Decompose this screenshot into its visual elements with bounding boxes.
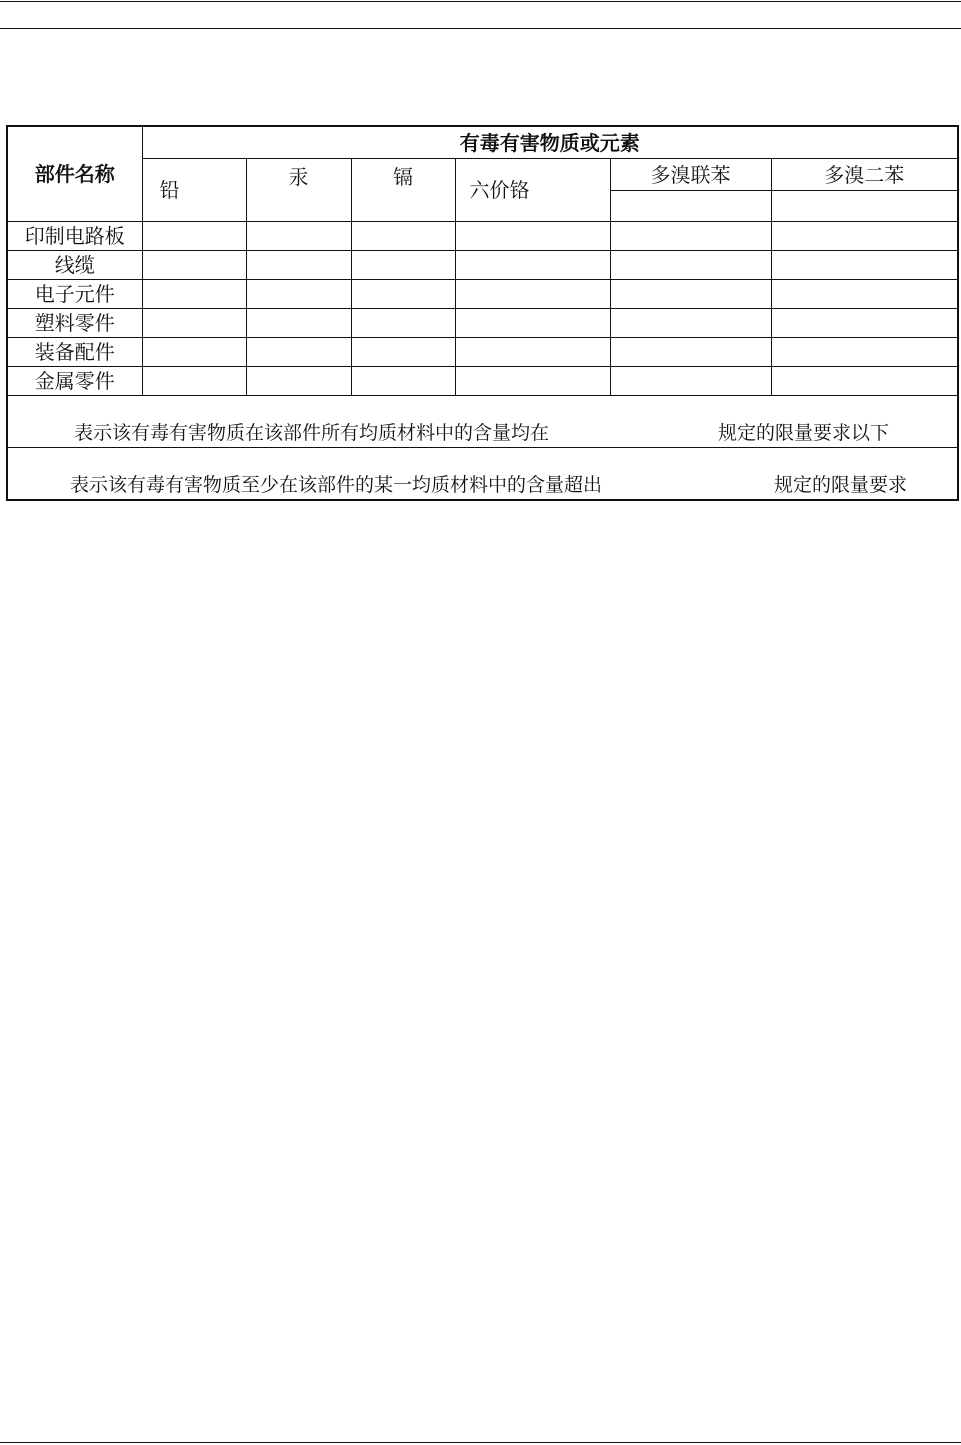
table-cell — [142, 251, 246, 280]
table-cell — [610, 338, 771, 367]
table-cell — [351, 309, 455, 338]
table-cell — [351, 251, 455, 280]
pbde-subheader-cell — [771, 191, 958, 222]
table-cell — [455, 367, 610, 396]
table-cell — [771, 309, 958, 338]
table-cell — [771, 222, 958, 251]
table-cell — [142, 280, 246, 309]
part-name-cell: 塑料零件 — [7, 309, 142, 338]
substance-header-hexavalent-chromium: 六价铬 — [455, 159, 610, 222]
table-cell — [142, 222, 246, 251]
table-cell — [771, 338, 958, 367]
table-cell — [455, 222, 610, 251]
table-cell — [246, 222, 351, 251]
table-row — [7, 338, 958, 367]
table-cell — [610, 251, 771, 280]
table-cell — [455, 309, 610, 338]
table-cell — [771, 251, 958, 280]
table-row — [7, 222, 958, 251]
table-row — [7, 251, 958, 280]
table-cell — [610, 309, 771, 338]
header-rule-bottom — [0, 28, 961, 29]
table-row — [7, 280, 958, 309]
table-cell — [351, 222, 455, 251]
table-cell — [142, 338, 246, 367]
table-cell — [455, 280, 610, 309]
note-below-limit — [7, 396, 958, 448]
substance-header-pbb: 多溴联苯 — [610, 159, 771, 191]
table-cell — [455, 338, 610, 367]
footer-rule — [0, 1442, 961, 1443]
table-cell — [246, 280, 351, 309]
substance-header-lead: 铅 — [142, 159, 246, 222]
table-cell — [771, 367, 958, 396]
table-cell — [610, 280, 771, 309]
table-cell — [610, 222, 771, 251]
table-cell — [142, 367, 246, 396]
table-cell — [351, 367, 455, 396]
table-cell — [142, 309, 246, 338]
note-above-limit-suffix: 规定的限量要求 — [774, 474, 908, 496]
table-cell — [455, 251, 610, 280]
note-above-limit — [7, 448, 958, 501]
table-row — [7, 309, 958, 338]
table-cell — [246, 367, 351, 396]
part-name-header: 部件名称 — [7, 126, 142, 222]
substance-header-mercury: 汞 — [246, 159, 351, 222]
table-cell — [351, 280, 455, 309]
table-cell — [610, 367, 771, 396]
table-cell — [246, 338, 351, 367]
part-name-cell: 印制电路板 — [7, 222, 142, 251]
table-cell — [771, 280, 958, 309]
table-row — [7, 367, 958, 396]
note-above-limit-text: 表示该有毒有害物质至少在该部件的某一均质材料中的含量超出 — [70, 474, 603, 496]
note-below-limit-suffix: 规定的限量要求以下 — [718, 422, 890, 444]
header-rule-top — [0, 1, 961, 2]
table-cell — [246, 309, 351, 338]
part-name-cell: 线缆 — [7, 251, 142, 280]
substance-header-pbde: 多溴二苯 — [771, 159, 958, 191]
pbb-subheader-cell — [610, 191, 771, 222]
part-name-cell: 装备配件 — [7, 338, 142, 367]
note-below-limit-text: 表示该有毒有害物质在该部件所有均质材料中的含量均在 — [74, 422, 550, 444]
hazardous-substances-table — [6, 125, 959, 501]
table-cell — [246, 251, 351, 280]
part-name-cell: 金属零件 — [7, 367, 142, 396]
table-cell — [351, 338, 455, 367]
substance-header-cadmium: 镉 — [351, 159, 455, 222]
substances-group-header: 有毒有害物质或元素 — [142, 126, 958, 159]
part-name-cell: 电子元件 — [7, 280, 142, 309]
